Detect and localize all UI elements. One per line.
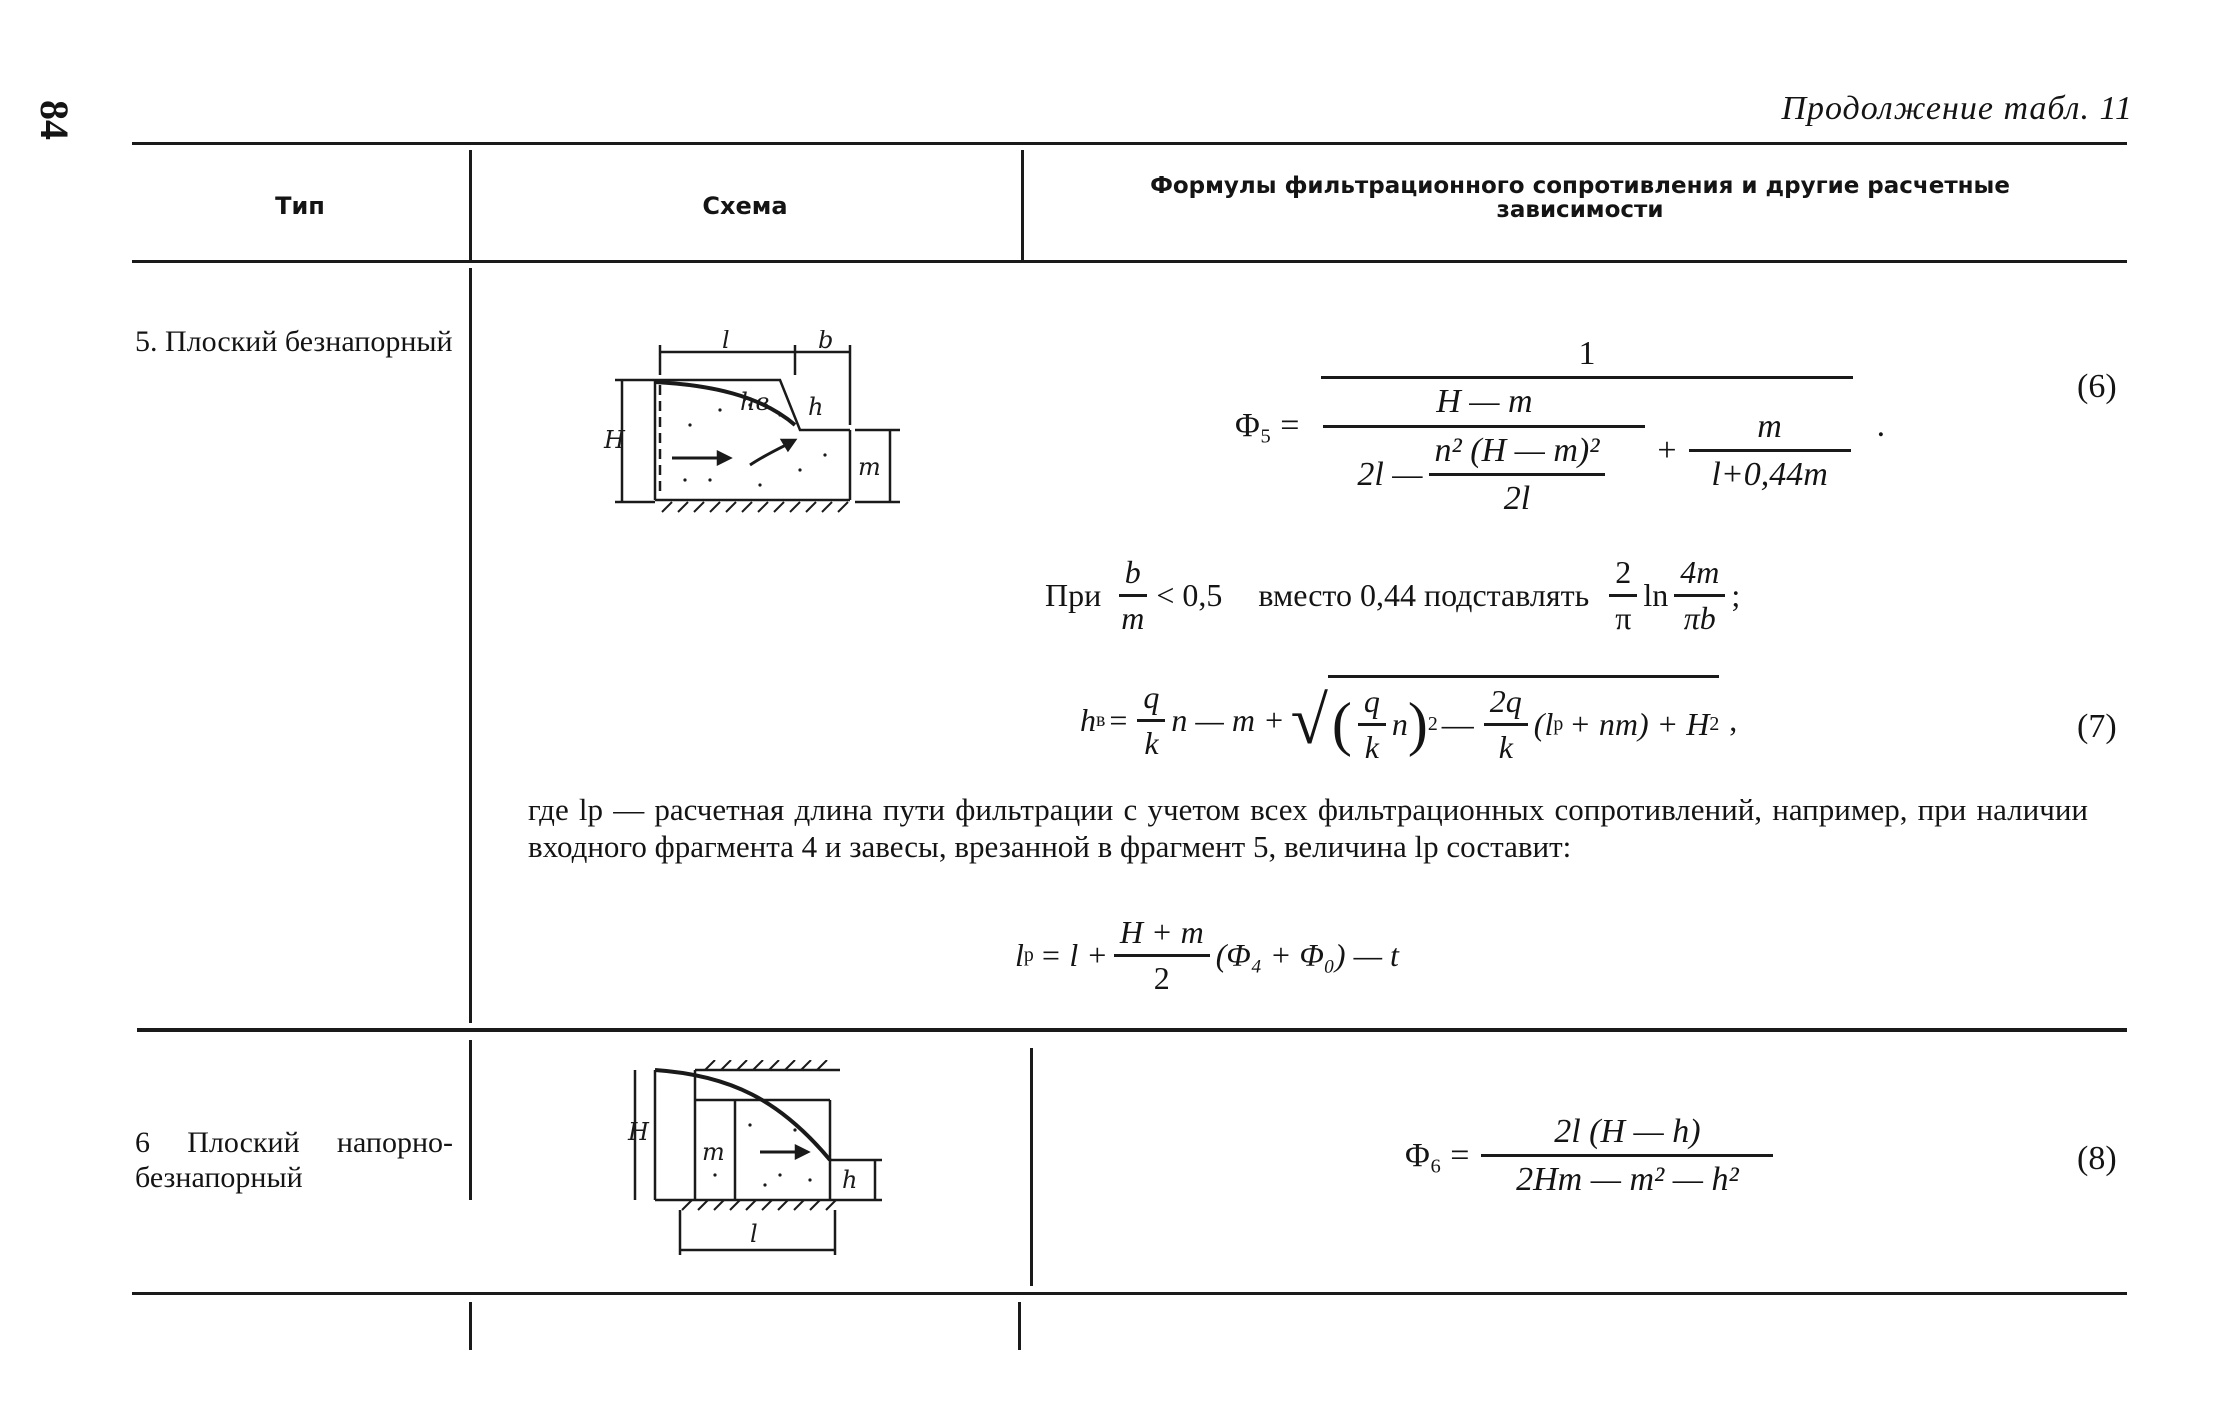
diagram5-label-m: m — [858, 453, 881, 481]
where-paragraph: где lр — расчетная длина пути фильтрации с учетом всех фильтрационных сопротивлений, например, при наличии входного фрагмента 4 и завесы, врезанной в фрагмент 5, величина lр составит: — [528, 792, 2088, 864]
equation-7: h в = $\frac{q}{k}$ n — m + √ ( $\frac{q}{k}$ n ) 2 — $\frac{2q}{k}$ (l р + nm) + H 2 , — [1080, 675, 1737, 765]
eq6-main-fraction: 1 H — m 2l — $\frac{\text{n² (H — m)²}}{2l}$ + $\frac{m}{l+0,44m}$ — [1311, 335, 1862, 518]
row5-divider — [469, 268, 472, 1023]
condition-line: При $\frac{b}{m}$ < 0,5 вместо 0,44 подставлять $\frac{2}{\pi}$ ln $\frac{4m}{\pi b}$ ; — [1045, 554, 1741, 637]
header-formulas: Формулы фильтрационного сопротивления и другие расчетные зависимости — [1150, 173, 2010, 224]
page-number: 84 — [32, 100, 77, 140]
diagram6-label-l: l — [750, 1220, 758, 1248]
row6-divider-2 — [1030, 1048, 1033, 1286]
equation-8: Φ₆ = $\frac{2l (H — h)}{\text{2Hm — m² — h²}}$ — [1405, 1113, 1779, 1199]
column-divider-1 — [469, 150, 472, 260]
eq8-number: (8) — [2077, 1140, 2117, 1177]
row5-type-label: 5. Плоский безнапорный — [135, 325, 453, 358]
row6-divider-1 — [469, 1040, 472, 1200]
diagram5-label-b: b — [818, 330, 834, 354]
equation-6: Φ₅ = 1 H — m 2l — $\frac{\text{n² (H — m)²}}{2l}$ + $\frac{m}{l+0,44m}$ . — [1235, 335, 1886, 518]
running-title: Продолжение табл. 11 — [1781, 90, 2133, 127]
header-scheme: Схема — [702, 192, 788, 220]
header-bottom-rule — [132, 260, 2127, 263]
bottom-stub-1 — [469, 1302, 472, 1350]
diagram6-label-m: m — [702, 1138, 725, 1166]
eq6-lhs: Φ₅ = — [1235, 407, 1300, 445]
diagram6-label-H: H — [628, 1118, 649, 1146]
diagram5-label-h: h — [808, 393, 824, 421]
eq6-number: (6) — [2077, 368, 2117, 405]
diagram5-label-l: l — [722, 330, 730, 354]
equation-lp: l р = l + $\frac{H + m}{2}$ (Φ₄ + Φ₀) — t — [1015, 914, 1399, 997]
bottom-stub-2 — [1018, 1302, 1021, 1350]
diagram5-label-hb: hв — [740, 388, 770, 416]
row6-scheme-diagram — [620, 1060, 900, 1260]
row5-bottom-rule — [137, 1028, 2127, 1032]
row5-scheme-diagram — [600, 330, 910, 525]
row6-type-label: 6 Плоский напорно-безнапорный — [135, 1126, 453, 1195]
row6-bottom-rule — [132, 1292, 2127, 1295]
eq7-number: (7) — [2077, 708, 2117, 745]
diagram6-label-h: h — [842, 1166, 858, 1194]
header-type: Тип — [275, 192, 325, 220]
table-top-rule — [132, 142, 2127, 145]
column-divider-2 — [1021, 150, 1024, 260]
diagram5-label-H: H — [604, 426, 625, 454]
